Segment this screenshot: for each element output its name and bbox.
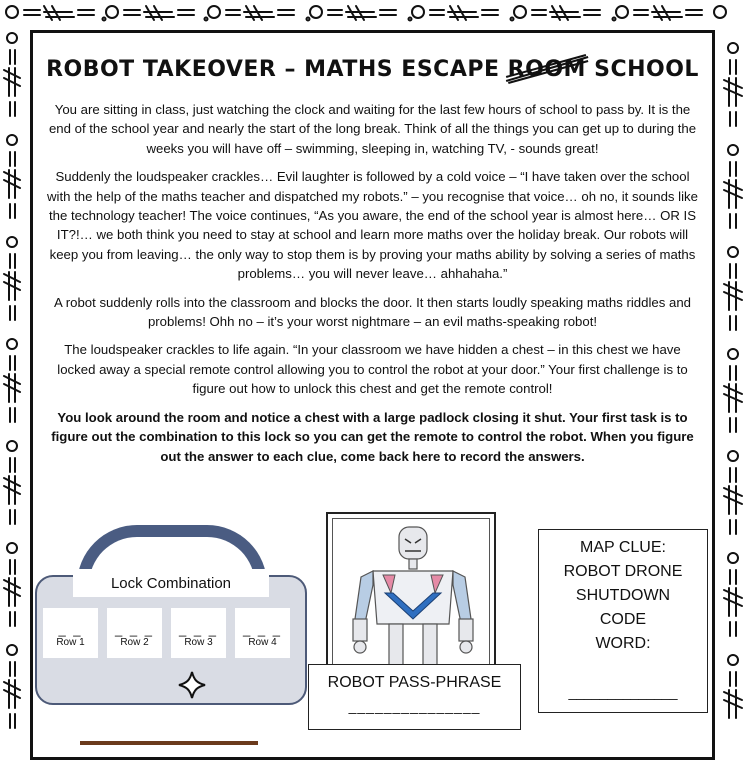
robot-pass-phrase-box[interactable] — [308, 664, 521, 730]
row-4-blank: _ _ _ — [243, 622, 282, 637]
map-clue-line: CODE — [599, 611, 647, 628]
row-1-entry[interactable] — [43, 608, 98, 658]
story-text — [44, 100, 701, 475]
struck-word-text: ROOM — [507, 57, 586, 82]
row-1-blank: _ _ — [58, 622, 83, 637]
title-part-2: SCHOOL — [594, 57, 699, 82]
map-clue-line: WORD: — [595, 635, 651, 652]
paragraph: A robot suddenly rolls into the classroom and blocks the door. It then starts loudly speaking maths riddles and problems! Ohh no – it’s your worst nightmare – an evil maths-speaking robot! — [53, 294, 692, 330]
keyhole-icon — [177, 670, 207, 700]
page-title — [30, 57, 715, 82]
row-3-label: Row 3 — [184, 637, 213, 648]
paragraph: You are sitting in class, just watching the clock and waiting for the last few hours of school to pass by. It is the end of the school year and nearly the start of the long break. Think of all the things you can get up to during the weeks you will have off – swimming, sleeping in, watching TV, - sounds great! — [48, 102, 697, 156]
row-4-entry[interactable] — [235, 608, 290, 658]
row-4-label: Row 4 — [248, 637, 277, 648]
row-3-blank: _ _ _ — [179, 622, 218, 637]
map-clue-line: SHUTDOWN — [575, 587, 671, 604]
paragraph: The loudspeaker crackles to life again. “In your classroom we have hidden a chest – in this chest we have locked away a special remote control allowing you to control the robot at your door.” Your first challenge is to figure out how to unlock this chest and get the remote control! — [57, 342, 688, 397]
map-clue-box[interactable] — [538, 529, 708, 713]
lock-combination-padlock — [35, 525, 307, 705]
row-2-label: Row 2 — [120, 637, 149, 648]
paragraph: Suddenly the loudspeaker crackles… Evil laughter is followed by a cold voice – “I have taken over the school with the help of the maths teacher and dispatched my robots.” – you recognise that voice… oh no, it sounds like the technology teacher! The voice continues, “As you aware, the end of the school year is almost here… OR IS IT?!… we both think you need to stay at school and learn more maths over the holiday break. Our robots will keep you from leaving… the only way to stop them is by proving your maths ability by solving a series of maths problems… you will never leave… ahhahaha.” — [47, 169, 698, 282]
row-2-entry[interactable] — [107, 608, 162, 658]
instructions: You look around the room and notice a chest with a large padlock closing it shut. Your first task is to figure out the combination to this lock so you can get the remote to control the robot. When you figure out the answer to each clue, come back here to record the answers. — [51, 409, 694, 464]
map-clue-blank: ______________ — [568, 684, 678, 700]
row-1-label: Row 1 — [56, 637, 85, 648]
title-part-1: ROBOT TAKEOVER – MATHS ESCAPE — [46, 57, 500, 82]
map-clue-line: ROBOT DRONE — [563, 563, 683, 580]
lock-combination-label: Lock Combination — [73, 569, 269, 597]
row-3-entry[interactable] — [171, 608, 226, 658]
pass-phrase-label: ROBOT PASS-PHRASE — [327, 674, 502, 691]
title-struck-word — [508, 57, 586, 82]
bottom-decorative-bar — [80, 741, 258, 745]
row-2-blank: _ _ _ — [115, 622, 154, 637]
pass-phrase-blank: _______________ — [348, 698, 481, 714]
map-clue-line: MAP CLUE: — [580, 539, 666, 556]
strike-scribble — [504, 51, 590, 87]
